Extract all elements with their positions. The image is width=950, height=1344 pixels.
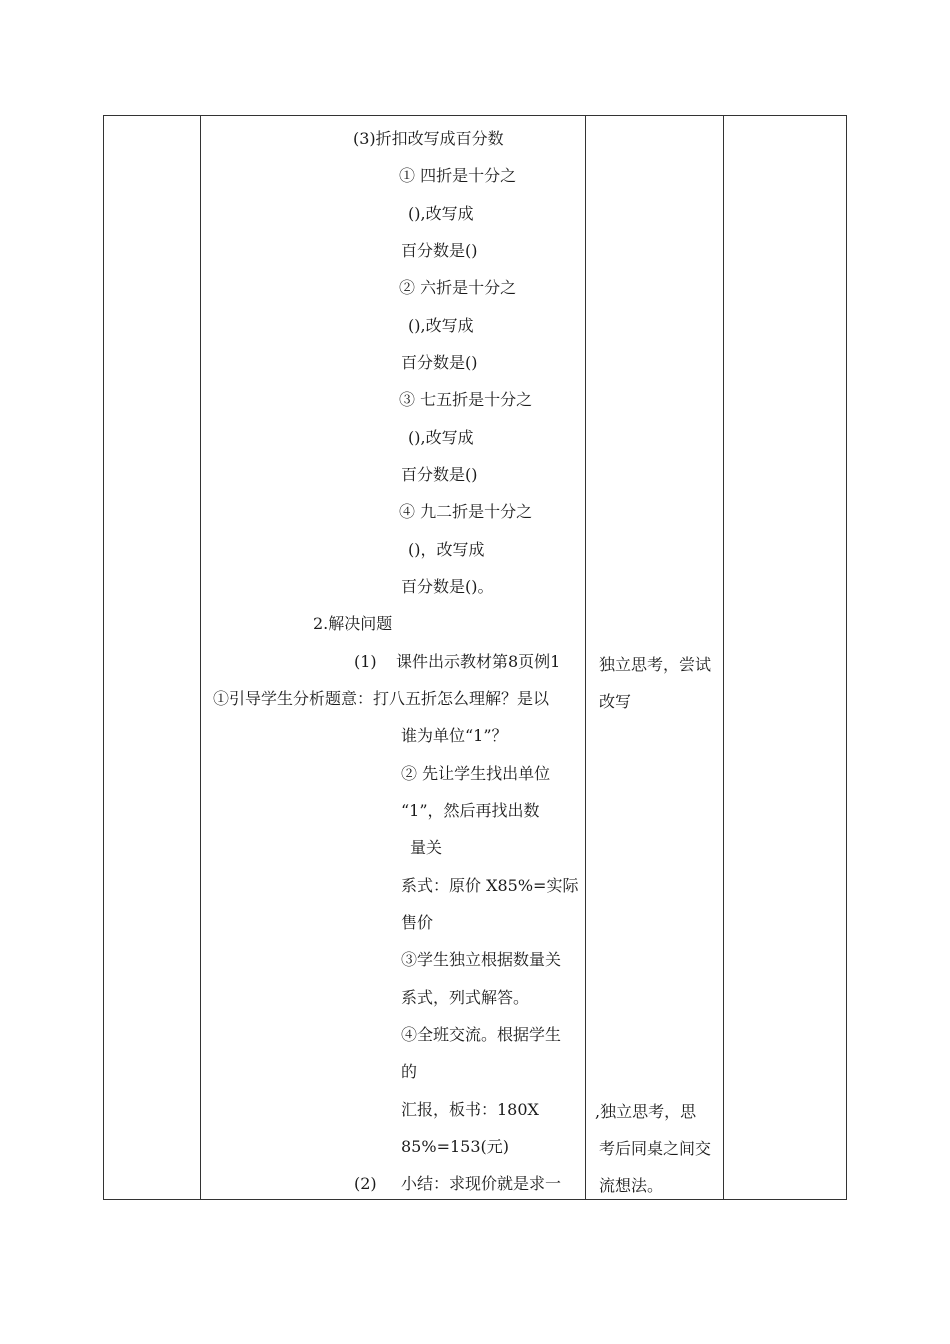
step-text: 售价 — [401, 913, 434, 932]
exercise-item: ③ 七五折是十分之 — [399, 390, 533, 409]
step-number: (1) — [354, 652, 377, 671]
step-text: 的 — [401, 1062, 418, 1081]
student-activity-text: 独立思考，尝试 — [599, 655, 712, 674]
section-heading: 2.解决问题 — [313, 614, 393, 633]
exercise-line: ()，改写成 — [408, 540, 485, 559]
step-text: 系式，列式解答。 — [401, 988, 530, 1007]
exercise-line: (),改写成 — [408, 428, 474, 447]
exercise-line: (),改写成 — [408, 316, 474, 335]
step-text: 系式：原价 X85%=实际 — [401, 876, 579, 895]
step-text: ③学生独立根据数量关 — [401, 950, 562, 969]
section-heading: (3)折扣改写成百分数 — [353, 129, 504, 148]
column-divider-2 — [585, 116, 586, 1199]
step-number: (2) — [354, 1174, 377, 1193]
student-activity-text: ,独立思考，思 — [595, 1102, 697, 1121]
step-text: 汇报，板书：180X — [401, 1100, 539, 1119]
student-activity-text: 改写 — [599, 692, 632, 711]
step-text: ①引导学生分析题意：打八五折怎么理解？是以 — [213, 689, 550, 708]
step-text: ④全班交流。根据学生 — [401, 1025, 562, 1044]
column-divider-1 — [200, 116, 201, 1199]
step-text: 谁为单位“1”？ — [401, 726, 508, 745]
student-activity-text: 考后同桌之间交 — [599, 1139, 712, 1158]
step-text: 量关 — [410, 838, 443, 857]
exercise-line: 百分数是()。 — [401, 577, 494, 596]
step-text: 小结：求现价就是求一 — [401, 1174, 562, 1193]
exercise-line: 百分数是() — [401, 465, 478, 484]
exercise-line: (),改写成 — [408, 204, 474, 223]
step-text: 85%=153(元) — [401, 1137, 509, 1156]
exercise-line: 百分数是() — [401, 241, 478, 260]
exercise-item: ① 四折是十分之 — [399, 166, 517, 185]
exercise-item: ④ 九二折是十分之 — [399, 502, 533, 521]
step-text: “1”，然后再找出数 — [401, 801, 540, 820]
exercise-item: ② 六折是十分之 — [399, 278, 517, 297]
step-text: 课件出示教材第8页例1 — [396, 652, 561, 671]
step-text: ② 先让学生找出单位 — [401, 764, 551, 783]
student-activity-text: 流想法。 — [599, 1176, 664, 1195]
column-divider-3 — [723, 116, 724, 1199]
exercise-line: 百分数是() — [401, 353, 478, 372]
